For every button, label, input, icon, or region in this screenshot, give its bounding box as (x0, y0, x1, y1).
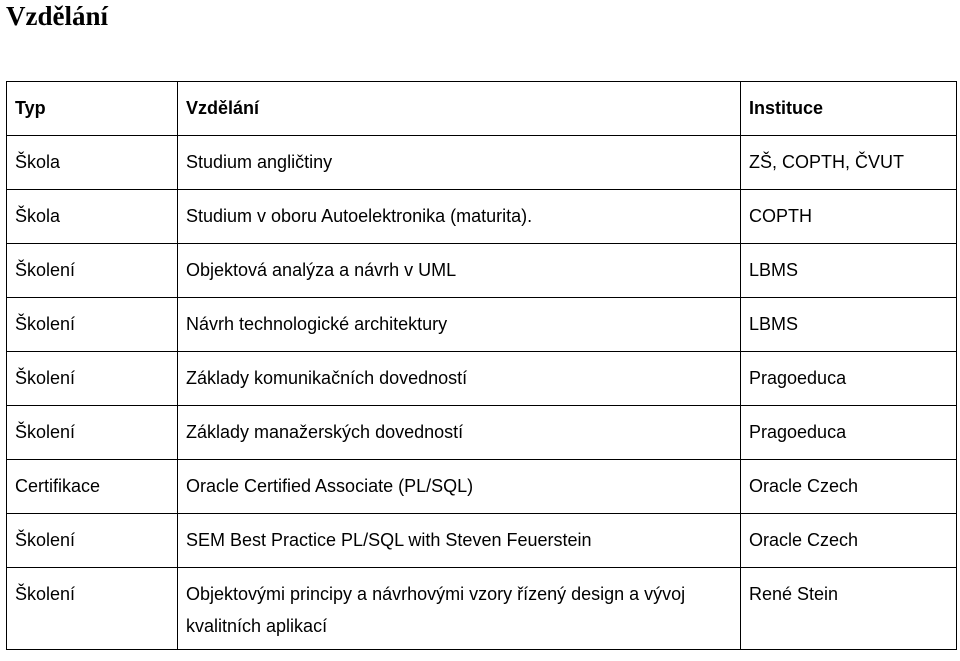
page-title: Vzdělání (6, 1, 109, 31)
cell-vzdelani: Studium angličtiny (178, 136, 741, 190)
cell-typ: Škola (7, 136, 178, 190)
table-row (7, 352, 957, 406)
cell-typ: Školení (7, 514, 178, 568)
table-row (7, 406, 957, 460)
cell-instituce: René Stein (741, 568, 957, 650)
cell-typ: Školení (7, 298, 178, 352)
table-row (7, 190, 957, 244)
cell-typ: Školení (7, 406, 178, 460)
cell-vzdelani: Návrh technologické architektury (178, 298, 741, 352)
cell-typ: Školení (7, 568, 178, 650)
cell-vzdelani: Základy manažerských dovedností (178, 406, 741, 460)
cell-vzdelani: Základy komunikačních dovedností (178, 352, 741, 406)
cell-vzdelani: Objektovými principy a návrhovými vzory řízený design a vývoj kvalitních aplikací (178, 568, 741, 650)
cell-instituce: Oracle Czech (741, 514, 957, 568)
table-row (7, 460, 957, 514)
cell-instituce: LBMS (741, 298, 957, 352)
cell-vzdelani: Objektová analýza a návrh v UML (178, 244, 741, 298)
table-row (7, 244, 957, 298)
cell-typ: Školení (7, 244, 178, 298)
cell-instituce: COPTH (741, 190, 957, 244)
cell-instituce: ZŠ, COPTH, ČVUT (741, 136, 957, 190)
cell-typ: Škola (7, 190, 178, 244)
cell-instituce: LBMS (741, 244, 957, 298)
cell-instituce: Pragoeduca (741, 352, 957, 406)
table-row (7, 568, 957, 650)
table-row (7, 298, 957, 352)
cell-instituce: Pragoeduca (741, 406, 957, 460)
header-typ: Typ (7, 82, 178, 136)
cell-instituce: Oracle Czech (741, 460, 957, 514)
cell-typ: Školení (7, 352, 178, 406)
table-header-row (7, 82, 957, 136)
table-row (7, 136, 957, 190)
header-instituce: Instituce (741, 82, 957, 136)
cell-vzdelani: Oracle Certified Associate (PL/SQL) (178, 460, 741, 514)
education-table (6, 81, 957, 650)
header-vzdelani: Vzdělání (178, 82, 741, 136)
table-row (7, 514, 957, 568)
cell-vzdelani: Studium v oboru Autoelektronika (maturita). (178, 190, 741, 244)
cell-typ: Certifikace (7, 460, 178, 514)
cell-vzdelani: SEM Best Practice PL/SQL with Steven Feuerstein (178, 514, 741, 568)
